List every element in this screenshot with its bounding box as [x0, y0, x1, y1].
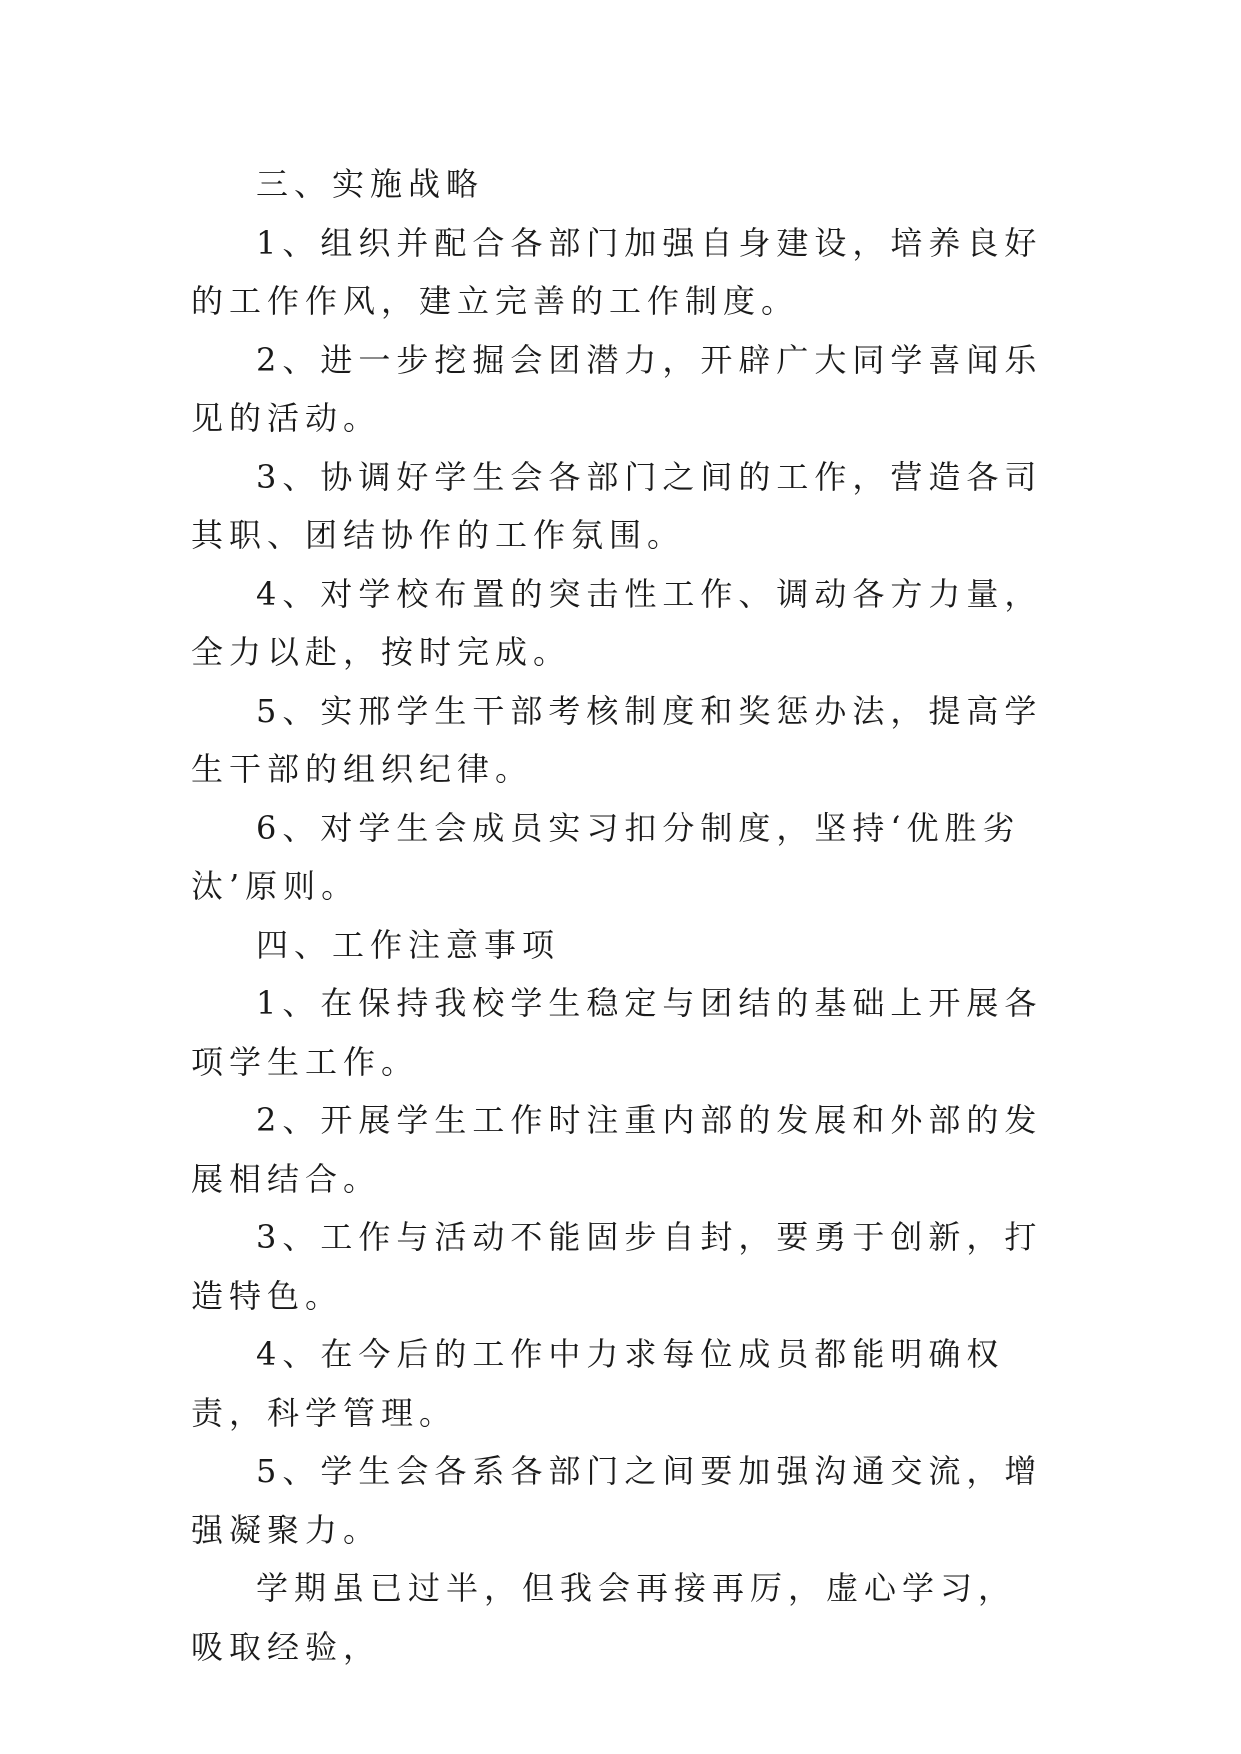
- notes-item-5: 5、学生会各系各部门之间要加强沟通交流，增强凝聚力。: [191, 1452, 1043, 1549]
- strategy-item-1: 1、组织并配合各部门加强自身建设，培养良好的工作作风，建立完善的工作制度。: [191, 223, 1043, 320]
- closing-paragraph: 学期虽已过半，但我会再接再厉，虚心学习，吸取经验，: [191, 1569, 1017, 1666]
- notes-item-2: 2、开展学生工作时注重内部的发展和外部的发展相结合。: [191, 1101, 1043, 1198]
- section-heading-strategy: 三、实施战略: [256, 165, 485, 203]
- strategy-item-6: 6、对学生会成员实习扣分制度，坚持‘优胜劣汰’原则。: [191, 808, 1021, 905]
- strategy-item-5: 5、实邢学生干部考核制度和奖惩办法，提高学生干部的组织纪律。: [191, 691, 1043, 788]
- strategy-item-4: 4、对学校布置的突击性工作、调动各方力量，全力以赴，按时完成。: [191, 574, 1043, 671]
- notes-item-4: 4、在今后的工作中力求每位成员都能明确权责，科学管理。: [191, 1335, 1005, 1432]
- notes-item-1: 1、在保持我校学生稳定与团结的基础上开展各项学生工作。: [191, 984, 1043, 1081]
- document-body: [191, 155, 1051, 1676]
- strategy-item-3: 3、协调好学生会各部门之间的工作，营造各司其职、团结协作的工作氛围。: [191, 457, 1043, 554]
- section-heading-notes: 四、工作注意事项: [256, 925, 561, 964]
- notes-item-3: 3、工作与活动不能固步自封，要勇于创新，打造特色。: [191, 1218, 1043, 1315]
- strategy-item-2: 2、进一步挖掘会团潜力，开辟广大同学喜闻乐见的活动。: [191, 340, 1043, 437]
